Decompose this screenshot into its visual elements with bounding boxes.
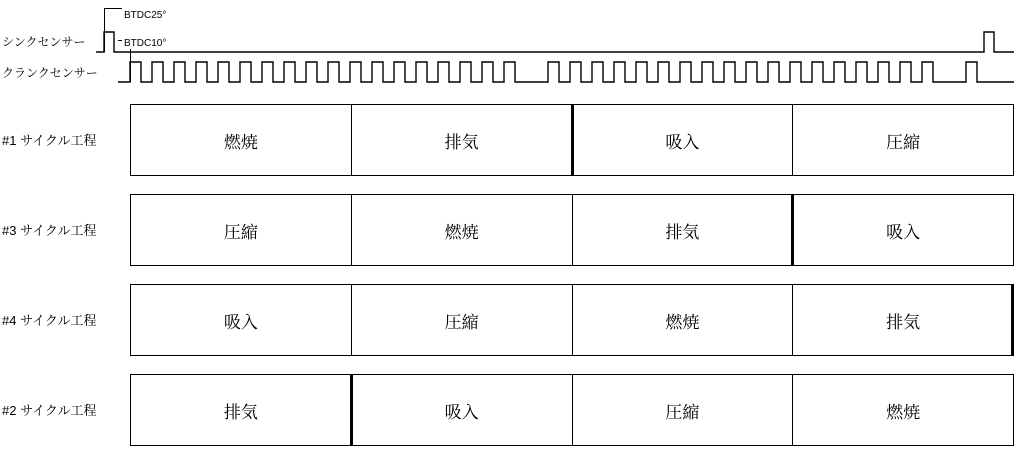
btdc10-label: BTDC10° [124,38,167,49]
cycle-cell: 吸入 [573,105,794,175]
cycle-row-4 [130,374,1014,446]
cycle-row-3 [130,284,1014,356]
cycle-cell: 吸入 [886,222,921,242]
row-label-2: #3 サイクル工程 [2,223,97,238]
cycle-cell: 吸入 [131,285,352,355]
cycle-cell: 排気 [793,285,1013,355]
cycle-cell: 吸入 [352,375,573,445]
sync-sensor-waveform [0,0,1019,60]
row-label-1: #1 サイクル工程 [2,133,97,148]
cycle-row-1 [130,104,1014,176]
cycle-cell: 燃焼 [573,285,794,355]
cycle-row-2 [130,194,1014,266]
btdc25-label: BTDC25° [124,10,167,21]
crank-sensor-waveform [0,55,1019,90]
row-label-3: #4 サイクル工程 [2,313,97,328]
sync-sensor-label: シンクセンサー [2,35,86,49]
cycle-cell: 圧縮 [573,375,794,445]
cycle-cell: 排気 [131,375,352,445]
cycle-cell: 圧縮 [131,195,352,265]
cycle-cell: 排気 [352,105,573,175]
cycle-cell: 排気 [573,195,794,265]
row-label-4: #2 サイクル工程 [2,403,97,418]
cycle-cell: 圧縮 [886,132,921,152]
crank-sensor-label: クランクセンサー [2,66,98,80]
cycle-cell: 燃焼 [352,195,573,265]
cycle-cell: 圧縮 [352,285,573,355]
cycle-cell: 燃焼 [886,402,921,422]
cycle-cell: 燃焼 [131,105,352,175]
